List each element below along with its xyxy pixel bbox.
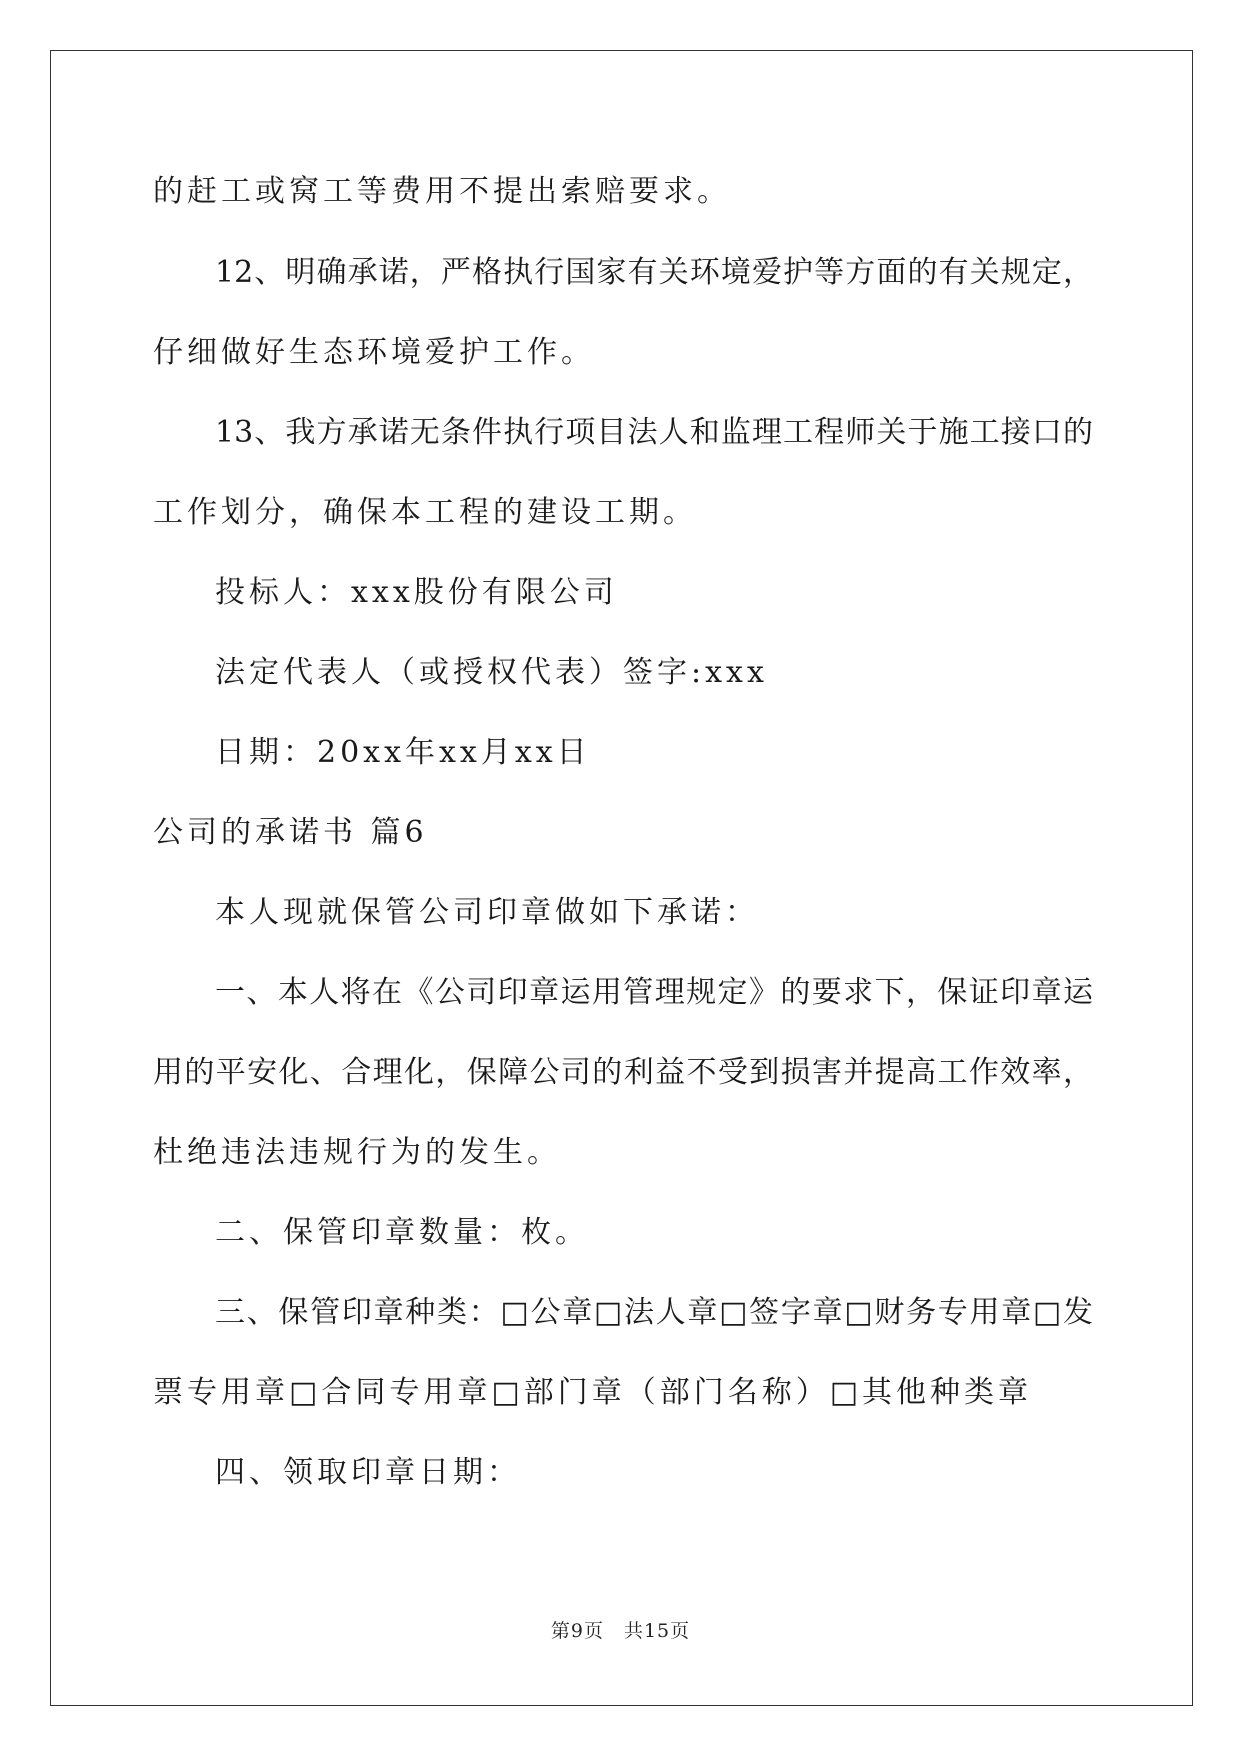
page-number-footer: 第9页 共15页 bbox=[550, 1620, 691, 1642]
text-line: 四、领取印章日期： bbox=[215, 1455, 521, 1490]
text-line: 本人现就保管公司印章做如下承诺： bbox=[215, 895, 759, 930]
text-line: 工作划分，确保本工程的建设工期。 bbox=[153, 495, 697, 530]
text-line: 12、明确承诺，严格执行国家有关环境爱护等方面的有关规定， bbox=[215, 255, 1093, 290]
text-line: 票专用章□合同专用章□部门章（部门名称）□其他种类章 bbox=[153, 1375, 1033, 1410]
text-line: 二、保管印章数量：枚。 bbox=[215, 1215, 589, 1250]
text-line: 13、我方承诺无条件执行项目法人和监理工程师关于施工接口的 bbox=[215, 415, 1093, 450]
text-line: 一、本人将在《公司印章运用管理规定》的要求下，保证印章运 bbox=[215, 975, 1093, 1010]
signatory-date: 日期：20xx年xx月xx日 bbox=[215, 735, 591, 770]
text-line: 的赶工或窝工等费用不提出索赔要求。 bbox=[153, 174, 731, 209]
text-line: 用的平安化、合理化，保障公司的利益不受到损害并提高工作效率， bbox=[153, 1055, 1093, 1090]
signatory-company: 投标人：xxx股份有限公司 bbox=[215, 575, 618, 610]
text-line: 仔细做好生态环境爱护工作。 bbox=[153, 335, 595, 370]
section-heading: 公司的承诺书 篇6 bbox=[153, 815, 428, 850]
signatory-signature: 法定代表人（或授权代表）签字:xxx bbox=[215, 655, 768, 690]
text-line: 杜绝违法违规行为的发生。 bbox=[153, 1135, 561, 1170]
text-line: 三、保管印章种类：□公章□法人章□签字章□财务专用章□发 bbox=[215, 1295, 1093, 1330]
